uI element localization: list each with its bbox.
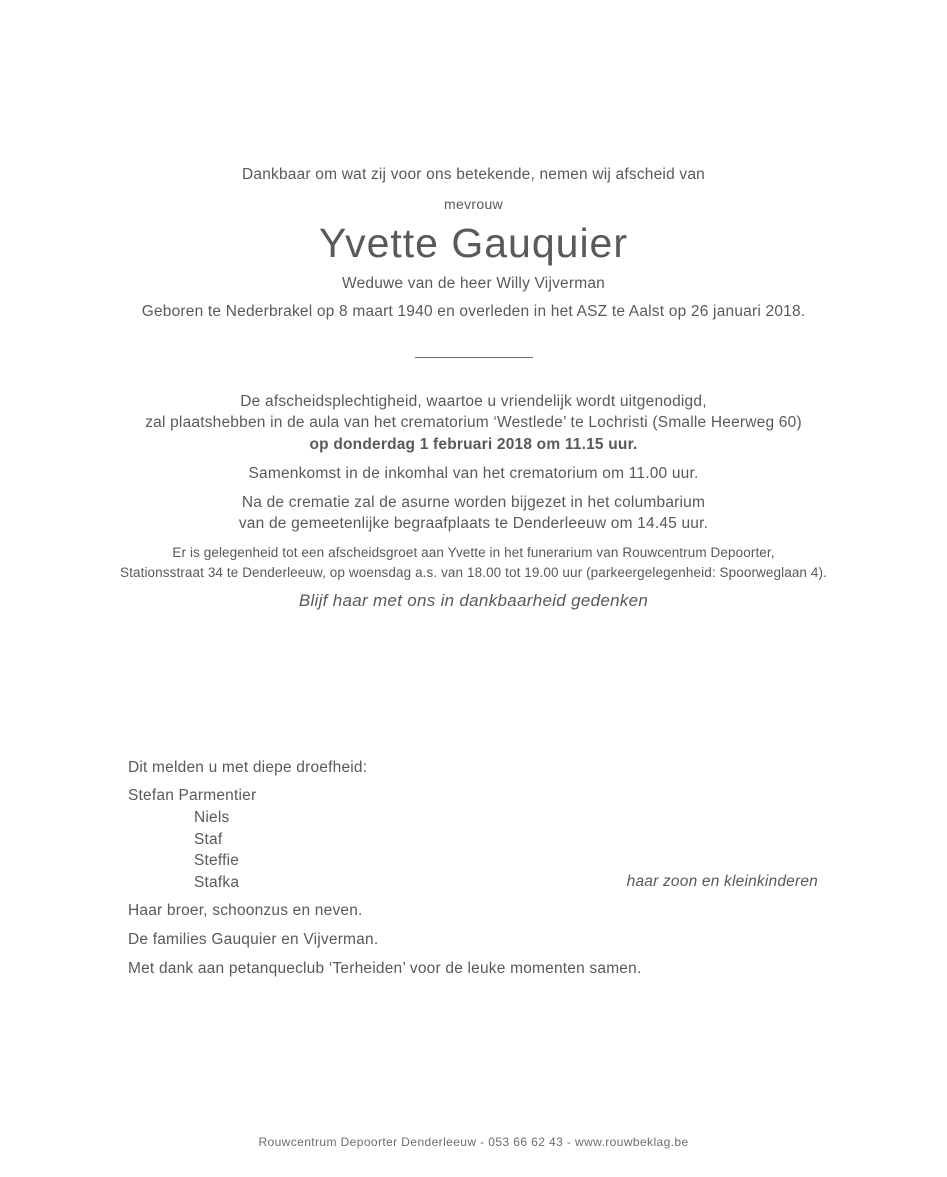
life-dates: Geboren te Nederbrakel op 8 maart 1940 en overleden in het ASZ te Aalst op 26 januari 2018.	[141, 303, 806, 320]
families-line: De families Gauquier en Vijverman.	[128, 931, 379, 948]
ceremony-datetime: op donderdag 1 februari 2018 om 11.15 uur.	[309, 436, 638, 453]
relation-note: haar zoon en kleinkinderen	[626, 873, 818, 890]
grandchild-name: Stafka	[194, 873, 240, 891]
thanks-line: Met dank aan petanqueclub ‘Terheiden’ voor de leuke momenten samen.	[128, 960, 642, 977]
gathering-line: Samenkomst in de inkomhal van het crematorium om 11.00 uur.	[248, 465, 699, 482]
intro-line: Dankbaar om wat zij voor ons betekende, nemen wij afscheid van	[241, 166, 705, 183]
visitation-line1: Er is gelegenheid tot een afscheidsgroet aan Yvette in het funerarium van Rouwcentrum Depoorter,	[172, 545, 775, 560]
son-name: Stefan Parmentier	[128, 787, 257, 804]
widow-subtitle: Weduwe van de heer Willy Vijverman	[342, 275, 605, 292]
salutation: mevrouw	[444, 196, 503, 212]
columbarium-line1: Na de crematie zal de asurne worden bijgezet in het columbarium	[241, 494, 706, 511]
ceremony-invite-line1: De afscheidsplechtigheid, waartoe u vriendelijk wordt uitgenodigd,	[240, 393, 707, 410]
remembrance-line: Blijf haar met ons in dankbaarheid gedenken	[298, 591, 649, 610]
ceremony-invite-line2: zal plaatshebben in de aula van het crematorium ‘Westlede’ te Lochristi (Smalle Heerweg 60)	[145, 414, 802, 431]
deceased-name: Yvette Gauquier	[318, 220, 629, 266]
section-divider	[415, 357, 533, 358]
visitation-line2: Stationsstraat 34 te Denderleeuw, op woensdag a.s. van 18.00 tot 19.00 uur (parkeergelegenheid: Spoorweglaan 4).	[120, 565, 827, 580]
grandchild-name: Niels	[194, 809, 230, 826]
funeral-home-footer: Rouwcentrum Depoorter Denderleeuw - 053 66 62 43 - www.rouwbeklag.be	[258, 1135, 689, 1149]
grandchildren-list	[194, 807, 239, 893]
columbarium-line2: van de gemeetenlijke begraafplaats te Denderleeuw om 14.45 uur.	[238, 515, 709, 532]
brother-line: Haar broer, schoonzus en neven.	[128, 902, 363, 919]
grandchild-name: Staf	[194, 830, 223, 848]
grandchild-name: Steffie	[194, 852, 240, 869]
family-announcement: Dit melden u met diepe droefheid:	[128, 759, 368, 776]
